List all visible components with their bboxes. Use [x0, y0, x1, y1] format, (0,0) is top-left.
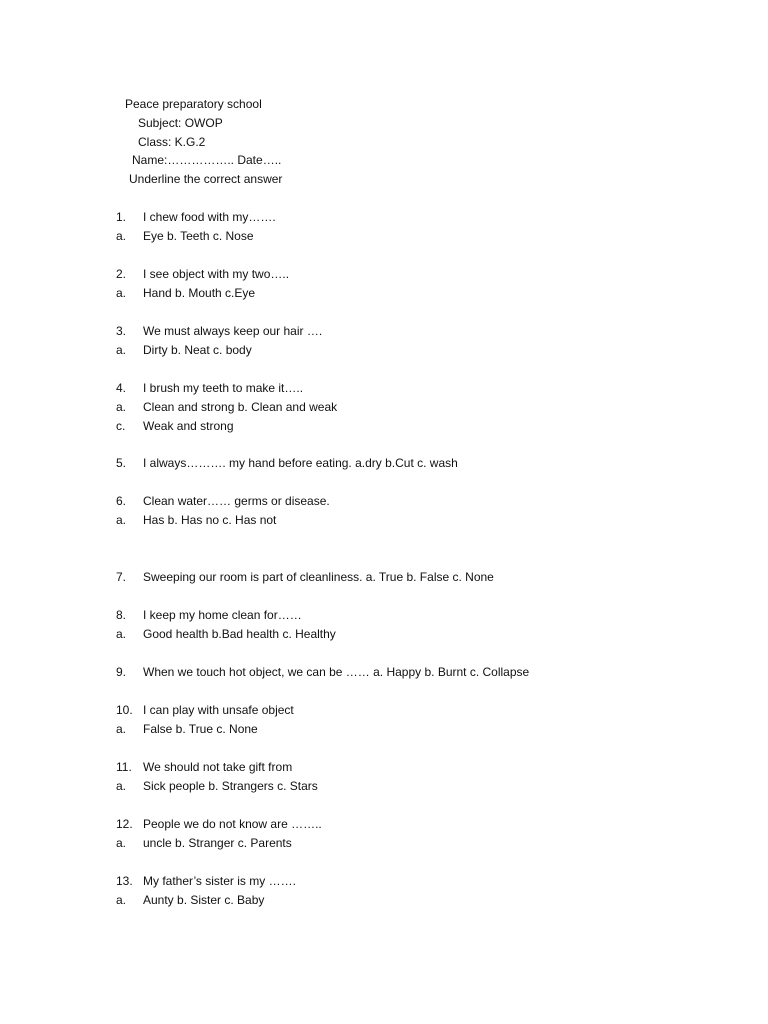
question-text: People we do not know are ……..	[143, 817, 322, 831]
question-8-options	[0, 625, 768, 644]
subject-line: Subject: OWOP	[138, 116, 223, 130]
question-text: I can play with unsafe object	[143, 703, 294, 717]
question-7	[0, 568, 768, 587]
option-text: Weak and strong	[143, 419, 234, 433]
question-text: I always………. my hand before eating. a.dry b.Cut c. wash	[143, 456, 458, 470]
question-6	[0, 492, 768, 511]
school-name: Peace preparatory school	[125, 97, 262, 111]
option-marker: a.	[116, 779, 127, 793]
option-marker: a.	[116, 627, 127, 641]
question-5	[0, 454, 768, 473]
option-marker: a.	[116, 513, 127, 527]
question-number: 6.	[116, 494, 127, 508]
option-text: Sick people b. Strangers c. Stars	[143, 779, 318, 793]
question-number: 4.	[116, 381, 127, 395]
question-10-options	[0, 720, 768, 739]
question-text: I see object with my two…..	[143, 267, 290, 281]
question-text: Clean water…… germs or disease.	[143, 494, 330, 508]
option-marker: a.	[116, 722, 127, 736]
question-13-options	[0, 891, 768, 910]
question-13	[0, 872, 768, 891]
option-marker: a.	[116, 400, 127, 414]
question-8	[0, 606, 768, 625]
option-marker: a.	[116, 229, 127, 243]
option-marker: a.	[116, 893, 127, 907]
question-text: Sweeping our room is part of cleanliness. a. True b. False c. None	[143, 570, 494, 584]
instruction-line: Underline the correct answer	[129, 172, 283, 186]
question-text: My father’s sister is my …….	[143, 874, 296, 888]
question-text: I keep my home clean for……	[143, 608, 302, 622]
question-number: 9.	[116, 665, 127, 679]
question-number: 7.	[116, 570, 127, 584]
option-text: Hand b. Mouth c.Eye	[143, 286, 256, 300]
option-marker: a.	[116, 286, 127, 300]
question-1-options	[0, 227, 768, 246]
question-text: I chew food with my…….	[143, 210, 276, 224]
question-3	[0, 322, 768, 341]
question-3-options	[0, 341, 768, 360]
question-6-options	[0, 511, 768, 530]
question-text: When we touch hot object, we can be …… a. Happy b. Burnt c. Collapse	[143, 665, 530, 679]
question-number: 5.	[116, 456, 127, 470]
option-marker: a.	[116, 343, 127, 357]
question-4	[0, 379, 768, 398]
question-4-options	[0, 398, 768, 417]
question-number: 2.	[116, 267, 127, 281]
class-line: Class: K.G.2	[138, 135, 206, 149]
option-text: False b. True c. None	[143, 722, 258, 736]
option-marker: c.	[116, 419, 126, 433]
question-2-options	[0, 284, 768, 303]
option-text: Aunty b. Sister c. Baby	[143, 893, 265, 907]
question-9	[0, 663, 768, 682]
question-number: 10.	[116, 703, 133, 717]
option-text: Dirty b. Neat c. body	[143, 343, 252, 357]
question-number: 1.	[116, 210, 127, 224]
option-marker: a.	[116, 836, 127, 850]
question-10	[0, 701, 768, 720]
question-2	[0, 265, 768, 284]
question-1	[0, 208, 768, 227]
question-number: 12.	[116, 817, 133, 831]
question-text: I brush my teeth to make it…..	[143, 381, 304, 395]
question-text: We should not take gift from	[143, 760, 293, 774]
question-12-options	[0, 834, 768, 853]
question-text: We must always keep our hair ….	[143, 324, 323, 338]
question-11	[0, 758, 768, 777]
question-12	[0, 815, 768, 834]
question-number: 3.	[116, 324, 127, 338]
option-text: uncle b. Stranger c. Parents	[143, 836, 292, 850]
option-text: Eye b. Teeth c. Nose	[143, 229, 254, 243]
question-number: 8.	[116, 608, 127, 622]
option-text: Clean and strong b. Clean and weak	[143, 400, 338, 414]
question-4-options-cont	[0, 417, 768, 436]
option-text: Has b. Has no c. Has not	[143, 513, 277, 527]
question-11-options	[0, 777, 768, 796]
question-number: 13.	[116, 874, 133, 888]
option-text: Good health b.Bad health c. Healthy	[143, 627, 336, 641]
question-number: 11.	[116, 760, 132, 774]
name-date-line: Name:…………….. Date…..	[132, 153, 282, 167]
